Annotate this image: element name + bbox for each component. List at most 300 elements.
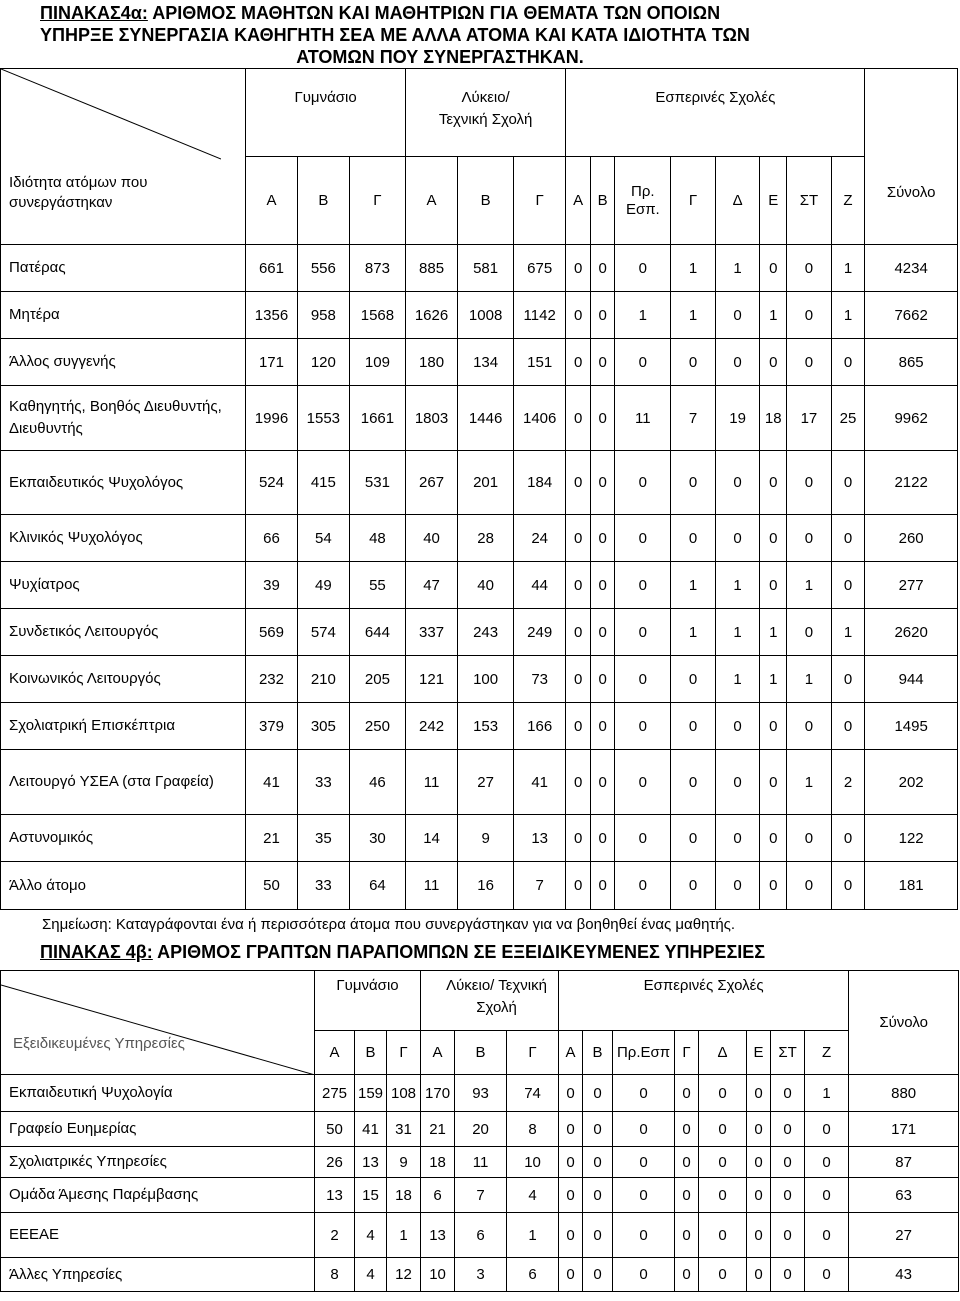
column-header: Β bbox=[355, 1031, 387, 1075]
data-cell: 0 bbox=[771, 1258, 805, 1292]
data-cell: 18 bbox=[421, 1147, 455, 1178]
row-total-cell: 2122 bbox=[865, 451, 958, 515]
data-cell: 166 bbox=[513, 703, 565, 750]
data-cell: 1 bbox=[671, 292, 716, 339]
data-cell: 885 bbox=[405, 245, 457, 292]
table-b-group-gymnasio: Γυμνάσιο bbox=[315, 971, 421, 1031]
data-cell: 201 bbox=[458, 451, 514, 515]
column-header: Ε bbox=[760, 157, 787, 245]
data-cell: 1 bbox=[671, 609, 716, 656]
data-cell: 12 bbox=[387, 1258, 421, 1292]
data-cell: 1 bbox=[831, 609, 865, 656]
data-cell: 0 bbox=[590, 339, 615, 386]
data-cell: 0 bbox=[615, 451, 671, 515]
data-cell: 1626 bbox=[405, 292, 457, 339]
data-cell: 0 bbox=[715, 750, 760, 815]
row-total-cell: 260 bbox=[865, 515, 958, 562]
row-total-cell: 63 bbox=[849, 1178, 959, 1213]
data-cell: 0 bbox=[590, 815, 615, 862]
row-total-cell: 865 bbox=[865, 339, 958, 386]
data-cell: 0 bbox=[671, 815, 716, 862]
data-cell: 109 bbox=[350, 339, 406, 386]
data-cell: 1446 bbox=[458, 386, 514, 451]
data-cell: 415 bbox=[297, 451, 349, 515]
table-b-group-header-row bbox=[1, 971, 959, 1031]
data-cell: 0 bbox=[566, 656, 591, 703]
data-cell: 24 bbox=[513, 515, 565, 562]
data-cell: 524 bbox=[246, 451, 297, 515]
table-b-corner-diagonal bbox=[1, 971, 315, 1075]
row-label: Ομάδα Άμεσης Παρέμβασης bbox=[1, 1178, 315, 1213]
table-row bbox=[1, 562, 958, 609]
data-cell: 0 bbox=[590, 292, 615, 339]
data-cell: 0 bbox=[671, 703, 716, 750]
data-cell: 0 bbox=[760, 750, 787, 815]
data-cell: 54 bbox=[297, 515, 349, 562]
data-cell: 50 bbox=[315, 1112, 355, 1147]
data-cell: 243 bbox=[458, 609, 514, 656]
data-cell: 379 bbox=[246, 703, 297, 750]
data-cell: 13 bbox=[355, 1147, 387, 1178]
column-header: Ζ bbox=[831, 157, 865, 245]
data-cell: 1 bbox=[760, 292, 787, 339]
data-cell: 0 bbox=[715, 515, 760, 562]
data-cell: 184 bbox=[513, 451, 565, 515]
data-cell: 19 bbox=[715, 386, 760, 451]
data-cell: 0 bbox=[787, 515, 832, 562]
table-row bbox=[1, 609, 958, 656]
table-a-title-line1: ΑΡΙΘΜΟΣ ΜΑΘΗΤΩΝ ΚΑΙ ΜΑΘΗΤΡΙΩΝ ΓΙΑ ΘΕΜΑΤΑ ΤΩΝ ΟΠΟΙΩΝ bbox=[147, 3, 721, 23]
data-cell: 0 bbox=[747, 1258, 771, 1292]
data-cell: 0 bbox=[831, 515, 865, 562]
column-header: Γ bbox=[513, 157, 565, 245]
table-b-group-esperines: Εσπερινές Σχολές bbox=[559, 971, 849, 1031]
data-cell: 0 bbox=[566, 815, 591, 862]
table-row bbox=[1, 1147, 959, 1178]
data-cell: 0 bbox=[787, 862, 832, 910]
data-cell: 1142 bbox=[513, 292, 565, 339]
column-header: Ε bbox=[747, 1031, 771, 1075]
data-cell: 0 bbox=[583, 1213, 613, 1258]
data-cell: 0 bbox=[771, 1213, 805, 1258]
data-cell: 0 bbox=[699, 1075, 747, 1112]
data-cell: 0 bbox=[675, 1147, 699, 1178]
data-cell: 958 bbox=[297, 292, 349, 339]
row-total-cell: 87 bbox=[849, 1147, 959, 1178]
data-cell: 242 bbox=[405, 703, 457, 750]
data-cell: 0 bbox=[613, 1075, 675, 1112]
data-cell: 46 bbox=[350, 750, 406, 815]
data-cell: 49 bbox=[297, 562, 349, 609]
data-cell: 0 bbox=[590, 386, 615, 451]
data-cell: 0 bbox=[559, 1258, 583, 1292]
data-cell: 0 bbox=[615, 862, 671, 910]
data-cell: 17 bbox=[787, 386, 832, 451]
data-cell: 6 bbox=[455, 1213, 507, 1258]
data-cell: 0 bbox=[771, 1178, 805, 1213]
row-total-cell: 944 bbox=[865, 656, 958, 703]
data-cell: 3 bbox=[455, 1258, 507, 1292]
data-cell: 873 bbox=[350, 245, 406, 292]
table-a-corner-cell bbox=[1, 69, 246, 245]
data-cell: 1568 bbox=[350, 292, 406, 339]
data-cell: 0 bbox=[787, 609, 832, 656]
data-cell: 11 bbox=[455, 1147, 507, 1178]
data-cell: 1008 bbox=[458, 292, 514, 339]
data-cell: 170 bbox=[421, 1075, 455, 1112]
row-label: Σχολιατρικές Υπηρεσίες bbox=[1, 1147, 315, 1178]
table-a-title bbox=[40, 2, 940, 68]
column-header: Γ bbox=[671, 157, 716, 245]
data-cell: 1553 bbox=[297, 386, 349, 451]
data-cell: 7 bbox=[455, 1178, 507, 1213]
data-cell: 0 bbox=[583, 1112, 613, 1147]
row-label: Πατέρας bbox=[1, 245, 246, 292]
data-cell: 0 bbox=[831, 656, 865, 703]
column-header: ΣΤ bbox=[771, 1031, 805, 1075]
data-cell: 27 bbox=[458, 750, 514, 815]
data-cell: 35 bbox=[297, 815, 349, 862]
data-cell: 0 bbox=[787, 703, 832, 750]
data-cell: 13 bbox=[421, 1213, 455, 1258]
data-cell: 305 bbox=[297, 703, 349, 750]
data-cell: 151 bbox=[513, 339, 565, 386]
data-cell: 1996 bbox=[246, 386, 297, 451]
data-cell: 48 bbox=[350, 515, 406, 562]
row-label: Συνδετικός Λειτουργός bbox=[1, 609, 246, 656]
data-cell: 0 bbox=[675, 1112, 699, 1147]
data-cell: 9 bbox=[387, 1147, 421, 1178]
data-cell: 1 bbox=[760, 656, 787, 703]
column-header: Πρ.Εσπ bbox=[613, 1031, 675, 1075]
row-label: Γραφείο Ευημερίας bbox=[1, 1112, 315, 1147]
column-header: ΣΤ bbox=[787, 157, 832, 245]
data-cell: 50 bbox=[246, 862, 297, 910]
row-total-cell: 880 bbox=[849, 1075, 959, 1112]
data-cell: 0 bbox=[747, 1075, 771, 1112]
data-cell: 93 bbox=[455, 1075, 507, 1112]
column-header: Β bbox=[458, 157, 514, 245]
data-cell: 0 bbox=[613, 1178, 675, 1213]
data-cell: 1 bbox=[805, 1075, 849, 1112]
table-a-group-gymnasio: Γυμνάσιο bbox=[246, 69, 405, 157]
data-cell: 11 bbox=[405, 750, 457, 815]
data-cell: 47 bbox=[405, 562, 457, 609]
data-cell: 0 bbox=[715, 339, 760, 386]
table-row bbox=[1, 750, 958, 815]
data-cell: 1 bbox=[787, 750, 832, 815]
row-total-cell: 277 bbox=[865, 562, 958, 609]
data-cell: 661 bbox=[246, 245, 297, 292]
data-cell: 0 bbox=[760, 451, 787, 515]
data-cell: 0 bbox=[831, 703, 865, 750]
data-cell: 0 bbox=[747, 1178, 771, 1213]
data-cell: 16 bbox=[458, 862, 514, 910]
data-cell: 0 bbox=[671, 750, 716, 815]
data-cell: 30 bbox=[350, 815, 406, 862]
data-cell: 0 bbox=[771, 1075, 805, 1112]
data-cell: 100 bbox=[458, 656, 514, 703]
data-cell: 1 bbox=[671, 562, 716, 609]
data-cell: 0 bbox=[831, 339, 865, 386]
data-cell: 64 bbox=[350, 862, 406, 910]
data-cell: 153 bbox=[458, 703, 514, 750]
table-row bbox=[1, 451, 958, 515]
row-label: Σχολιατρική Επισκέπτρια bbox=[1, 703, 246, 750]
data-cell: 1 bbox=[387, 1213, 421, 1258]
data-cell: 0 bbox=[566, 339, 591, 386]
data-cell: 0 bbox=[590, 245, 615, 292]
row-total-cell: 171 bbox=[849, 1112, 959, 1147]
data-cell: 556 bbox=[297, 245, 349, 292]
column-header: Β bbox=[297, 157, 349, 245]
data-cell: 0 bbox=[583, 1075, 613, 1112]
column-header: Α bbox=[421, 1031, 455, 1075]
row-total-cell: 1495 bbox=[865, 703, 958, 750]
data-cell: 1406 bbox=[513, 386, 565, 451]
data-cell: 41 bbox=[246, 750, 297, 815]
data-cell: 0 bbox=[831, 815, 865, 862]
data-cell: 1356 bbox=[246, 292, 297, 339]
data-cell: 15 bbox=[355, 1178, 387, 1213]
data-cell: 0 bbox=[615, 609, 671, 656]
data-cell: 4 bbox=[355, 1258, 387, 1292]
table-a bbox=[0, 68, 958, 910]
table-row bbox=[1, 1178, 959, 1213]
data-cell: 0 bbox=[805, 1258, 849, 1292]
row-label: Ψυχίατρος bbox=[1, 562, 246, 609]
data-cell: 0 bbox=[771, 1147, 805, 1178]
table-row bbox=[1, 815, 958, 862]
table-row bbox=[1, 339, 958, 386]
data-cell: 0 bbox=[787, 292, 832, 339]
data-cell: 0 bbox=[615, 656, 671, 703]
data-cell: 18 bbox=[760, 386, 787, 451]
row-total-cell: 9962 bbox=[865, 386, 958, 451]
data-cell: 10 bbox=[421, 1258, 455, 1292]
data-cell: 1803 bbox=[405, 386, 457, 451]
data-cell: 0 bbox=[566, 562, 591, 609]
data-cell: 0 bbox=[566, 292, 591, 339]
data-cell: 0 bbox=[615, 750, 671, 815]
row-label: Κλινικός Ψυχολόγος bbox=[1, 515, 246, 562]
data-cell: 1 bbox=[831, 292, 865, 339]
data-cell: 7 bbox=[671, 386, 716, 451]
table-row bbox=[1, 656, 958, 703]
table-row bbox=[1, 862, 958, 910]
data-cell: 675 bbox=[513, 245, 565, 292]
data-cell: 44 bbox=[513, 562, 565, 609]
table-row bbox=[1, 1258, 959, 1292]
data-cell: 41 bbox=[513, 750, 565, 815]
data-cell: 0 bbox=[566, 451, 591, 515]
data-cell: 0 bbox=[671, 339, 716, 386]
data-cell: 2 bbox=[315, 1213, 355, 1258]
column-header: Γ bbox=[387, 1031, 421, 1075]
column-header: Α bbox=[566, 157, 591, 245]
data-cell: 1 bbox=[760, 609, 787, 656]
row-total-cell: 4234 bbox=[865, 245, 958, 292]
table-row bbox=[1, 1213, 959, 1258]
data-cell: 0 bbox=[590, 451, 615, 515]
data-cell: 0 bbox=[805, 1147, 849, 1178]
data-cell: 108 bbox=[387, 1075, 421, 1112]
data-cell: 1 bbox=[715, 245, 760, 292]
row-label: Λειτουργό ΥΣΕΑ (στα Γραφεία) bbox=[1, 750, 246, 815]
data-cell: 28 bbox=[458, 515, 514, 562]
data-cell: 11 bbox=[615, 386, 671, 451]
row-label: Άλλο άτομο bbox=[1, 862, 246, 910]
table-row bbox=[1, 703, 958, 750]
data-cell: 0 bbox=[715, 292, 760, 339]
data-cell: 8 bbox=[315, 1258, 355, 1292]
table-row bbox=[1, 1075, 959, 1112]
table-b-corner-cell bbox=[1, 971, 315, 1075]
table-a-title-line2: ΥΠΗΡΞΕ ΣΥΝΕΡΓΑΣΙΑ ΚΑΘΗΓΗΤΗ ΣΕΑ ΜΕ ΑΛΛΑ ΑΤΟΜΑ ΚΑΙ ΚΑΤΑ ΙΔΙΟΤΗΤΑ ΤΩΝ bbox=[40, 25, 750, 45]
data-cell: 1 bbox=[615, 292, 671, 339]
data-cell: 574 bbox=[297, 609, 349, 656]
row-total-cell: 27 bbox=[849, 1213, 959, 1258]
data-cell: 26 bbox=[315, 1147, 355, 1178]
data-cell: 31 bbox=[387, 1112, 421, 1147]
data-cell: 0 bbox=[715, 815, 760, 862]
row-label: Εκπαιδευτική Ψυχολογία bbox=[1, 1075, 315, 1112]
table-row bbox=[1, 245, 958, 292]
data-cell: 0 bbox=[715, 703, 760, 750]
data-cell: 0 bbox=[805, 1178, 849, 1213]
data-cell: 267 bbox=[405, 451, 457, 515]
data-cell: 0 bbox=[590, 515, 615, 562]
row-total-cell: 43 bbox=[849, 1258, 959, 1292]
table-b bbox=[0, 970, 959, 1292]
row-total-cell: 181 bbox=[865, 862, 958, 910]
data-cell: 0 bbox=[671, 451, 716, 515]
row-total-cell: 7662 bbox=[865, 292, 958, 339]
table-a-title-prefix: ΠΙΝΑΚΑΣ4α: bbox=[40, 3, 148, 23]
data-cell: 0 bbox=[760, 703, 787, 750]
data-cell: 55 bbox=[350, 562, 406, 609]
data-cell: 0 bbox=[747, 1213, 771, 1258]
data-cell: 0 bbox=[590, 862, 615, 910]
column-header: Πρ. Εσπ. bbox=[615, 157, 671, 245]
data-cell: 569 bbox=[246, 609, 297, 656]
data-cell: 0 bbox=[590, 703, 615, 750]
column-header: Β bbox=[590, 157, 615, 245]
table-a-corner-label: Ιδιότητα ατόμων που συνεργάστηκαν bbox=[9, 174, 148, 211]
table-row bbox=[1, 1112, 959, 1147]
data-cell: 0 bbox=[615, 245, 671, 292]
data-cell: 0 bbox=[615, 562, 671, 609]
data-cell: 0 bbox=[747, 1112, 771, 1147]
row-total-cell: 122 bbox=[865, 815, 958, 862]
data-cell: 0 bbox=[787, 339, 832, 386]
row-label: Κοινωνικός Λειτουργός bbox=[1, 656, 246, 703]
data-cell: 0 bbox=[675, 1178, 699, 1213]
data-cell: 0 bbox=[805, 1112, 849, 1147]
data-cell: 20 bbox=[455, 1112, 507, 1147]
column-header: Ζ bbox=[805, 1031, 849, 1075]
data-cell: 0 bbox=[613, 1112, 675, 1147]
table-a-corner-diagonal bbox=[1, 69, 221, 245]
table-a-group-header-row bbox=[1, 69, 958, 157]
table-row bbox=[1, 386, 958, 451]
column-header: Α bbox=[405, 157, 457, 245]
data-cell: 73 bbox=[513, 656, 565, 703]
table-b-title-rest: ΑΡΙΘΜΟΣ ΓΡΑΠΤΩΝ ΠΑΡΑΠΟΜΠΩΝ ΣΕ ΕΞΕΙΔΙΚΕΥΜΕΝΕΣ ΥΠΗΡΕΣΙΕΣ bbox=[152, 942, 766, 962]
data-cell: 13 bbox=[315, 1178, 355, 1213]
data-cell: 11 bbox=[405, 862, 457, 910]
data-cell: 9 bbox=[458, 815, 514, 862]
column-header: Γ bbox=[350, 157, 406, 245]
table-a-total-header: Σύνολο bbox=[865, 69, 958, 245]
data-cell: 0 bbox=[805, 1213, 849, 1258]
data-cell: 7 bbox=[513, 862, 565, 910]
row-total-cell: 2620 bbox=[865, 609, 958, 656]
data-cell: 0 bbox=[559, 1213, 583, 1258]
row-label: Εκπαιδευτικός Ψυχολόγος bbox=[1, 451, 246, 515]
table-b-group-lykeio: Λύκειο/ Τεχνική Σχολή bbox=[421, 971, 559, 1031]
data-cell: 21 bbox=[421, 1112, 455, 1147]
data-cell: 6 bbox=[507, 1258, 559, 1292]
column-header: Δ bbox=[699, 1031, 747, 1075]
column-header: Α bbox=[246, 157, 297, 245]
table-a-note: Σημείωση: Καταγράφονται ένα ή περισσότερα άτομα που συνεργάστηκαν για να βοηθηθεί ένας μαθητής. bbox=[42, 916, 736, 933]
column-header: Β bbox=[455, 1031, 507, 1075]
data-cell: 33 bbox=[297, 750, 349, 815]
data-cell: 134 bbox=[458, 339, 514, 386]
data-cell: 171 bbox=[246, 339, 297, 386]
table-b-total-header: Σύνολο bbox=[849, 971, 959, 1075]
table-b-title bbox=[40, 941, 765, 963]
data-cell: 0 bbox=[615, 703, 671, 750]
table-row bbox=[1, 515, 958, 562]
data-cell: 1 bbox=[715, 656, 760, 703]
data-cell: 250 bbox=[350, 703, 406, 750]
data-cell: 120 bbox=[297, 339, 349, 386]
data-cell: 4 bbox=[507, 1178, 559, 1213]
data-cell: 0 bbox=[699, 1258, 747, 1292]
data-cell: 13 bbox=[513, 815, 565, 862]
data-cell: 0 bbox=[583, 1147, 613, 1178]
data-cell: 180 bbox=[405, 339, 457, 386]
data-cell: 0 bbox=[699, 1213, 747, 1258]
column-header: Γ bbox=[507, 1031, 559, 1075]
data-cell: 74 bbox=[507, 1075, 559, 1112]
data-cell: 21 bbox=[246, 815, 297, 862]
data-cell: 0 bbox=[715, 862, 760, 910]
row-label: Άλλες Υπηρεσίες bbox=[1, 1258, 315, 1292]
column-header: Δ bbox=[715, 157, 760, 245]
data-cell: 0 bbox=[590, 750, 615, 815]
data-cell: 1 bbox=[671, 245, 716, 292]
data-cell: 18 bbox=[387, 1178, 421, 1213]
data-cell: 1661 bbox=[350, 386, 406, 451]
data-cell: 41 bbox=[355, 1112, 387, 1147]
data-cell: 0 bbox=[675, 1075, 699, 1112]
data-cell: 0 bbox=[715, 451, 760, 515]
table-b-corner-label: Εξειδικευμένες Υπηρεσίες bbox=[13, 1035, 185, 1052]
data-cell: 0 bbox=[590, 609, 615, 656]
data-cell: 0 bbox=[747, 1147, 771, 1178]
data-cell: 0 bbox=[615, 515, 671, 562]
data-cell: 66 bbox=[246, 515, 297, 562]
data-cell: 0 bbox=[760, 515, 787, 562]
data-cell: 0 bbox=[675, 1213, 699, 1258]
data-cell: 0 bbox=[831, 862, 865, 910]
data-cell: 1 bbox=[831, 245, 865, 292]
data-cell: 0 bbox=[613, 1258, 675, 1292]
row-label: Άλλος συγγενής bbox=[1, 339, 246, 386]
